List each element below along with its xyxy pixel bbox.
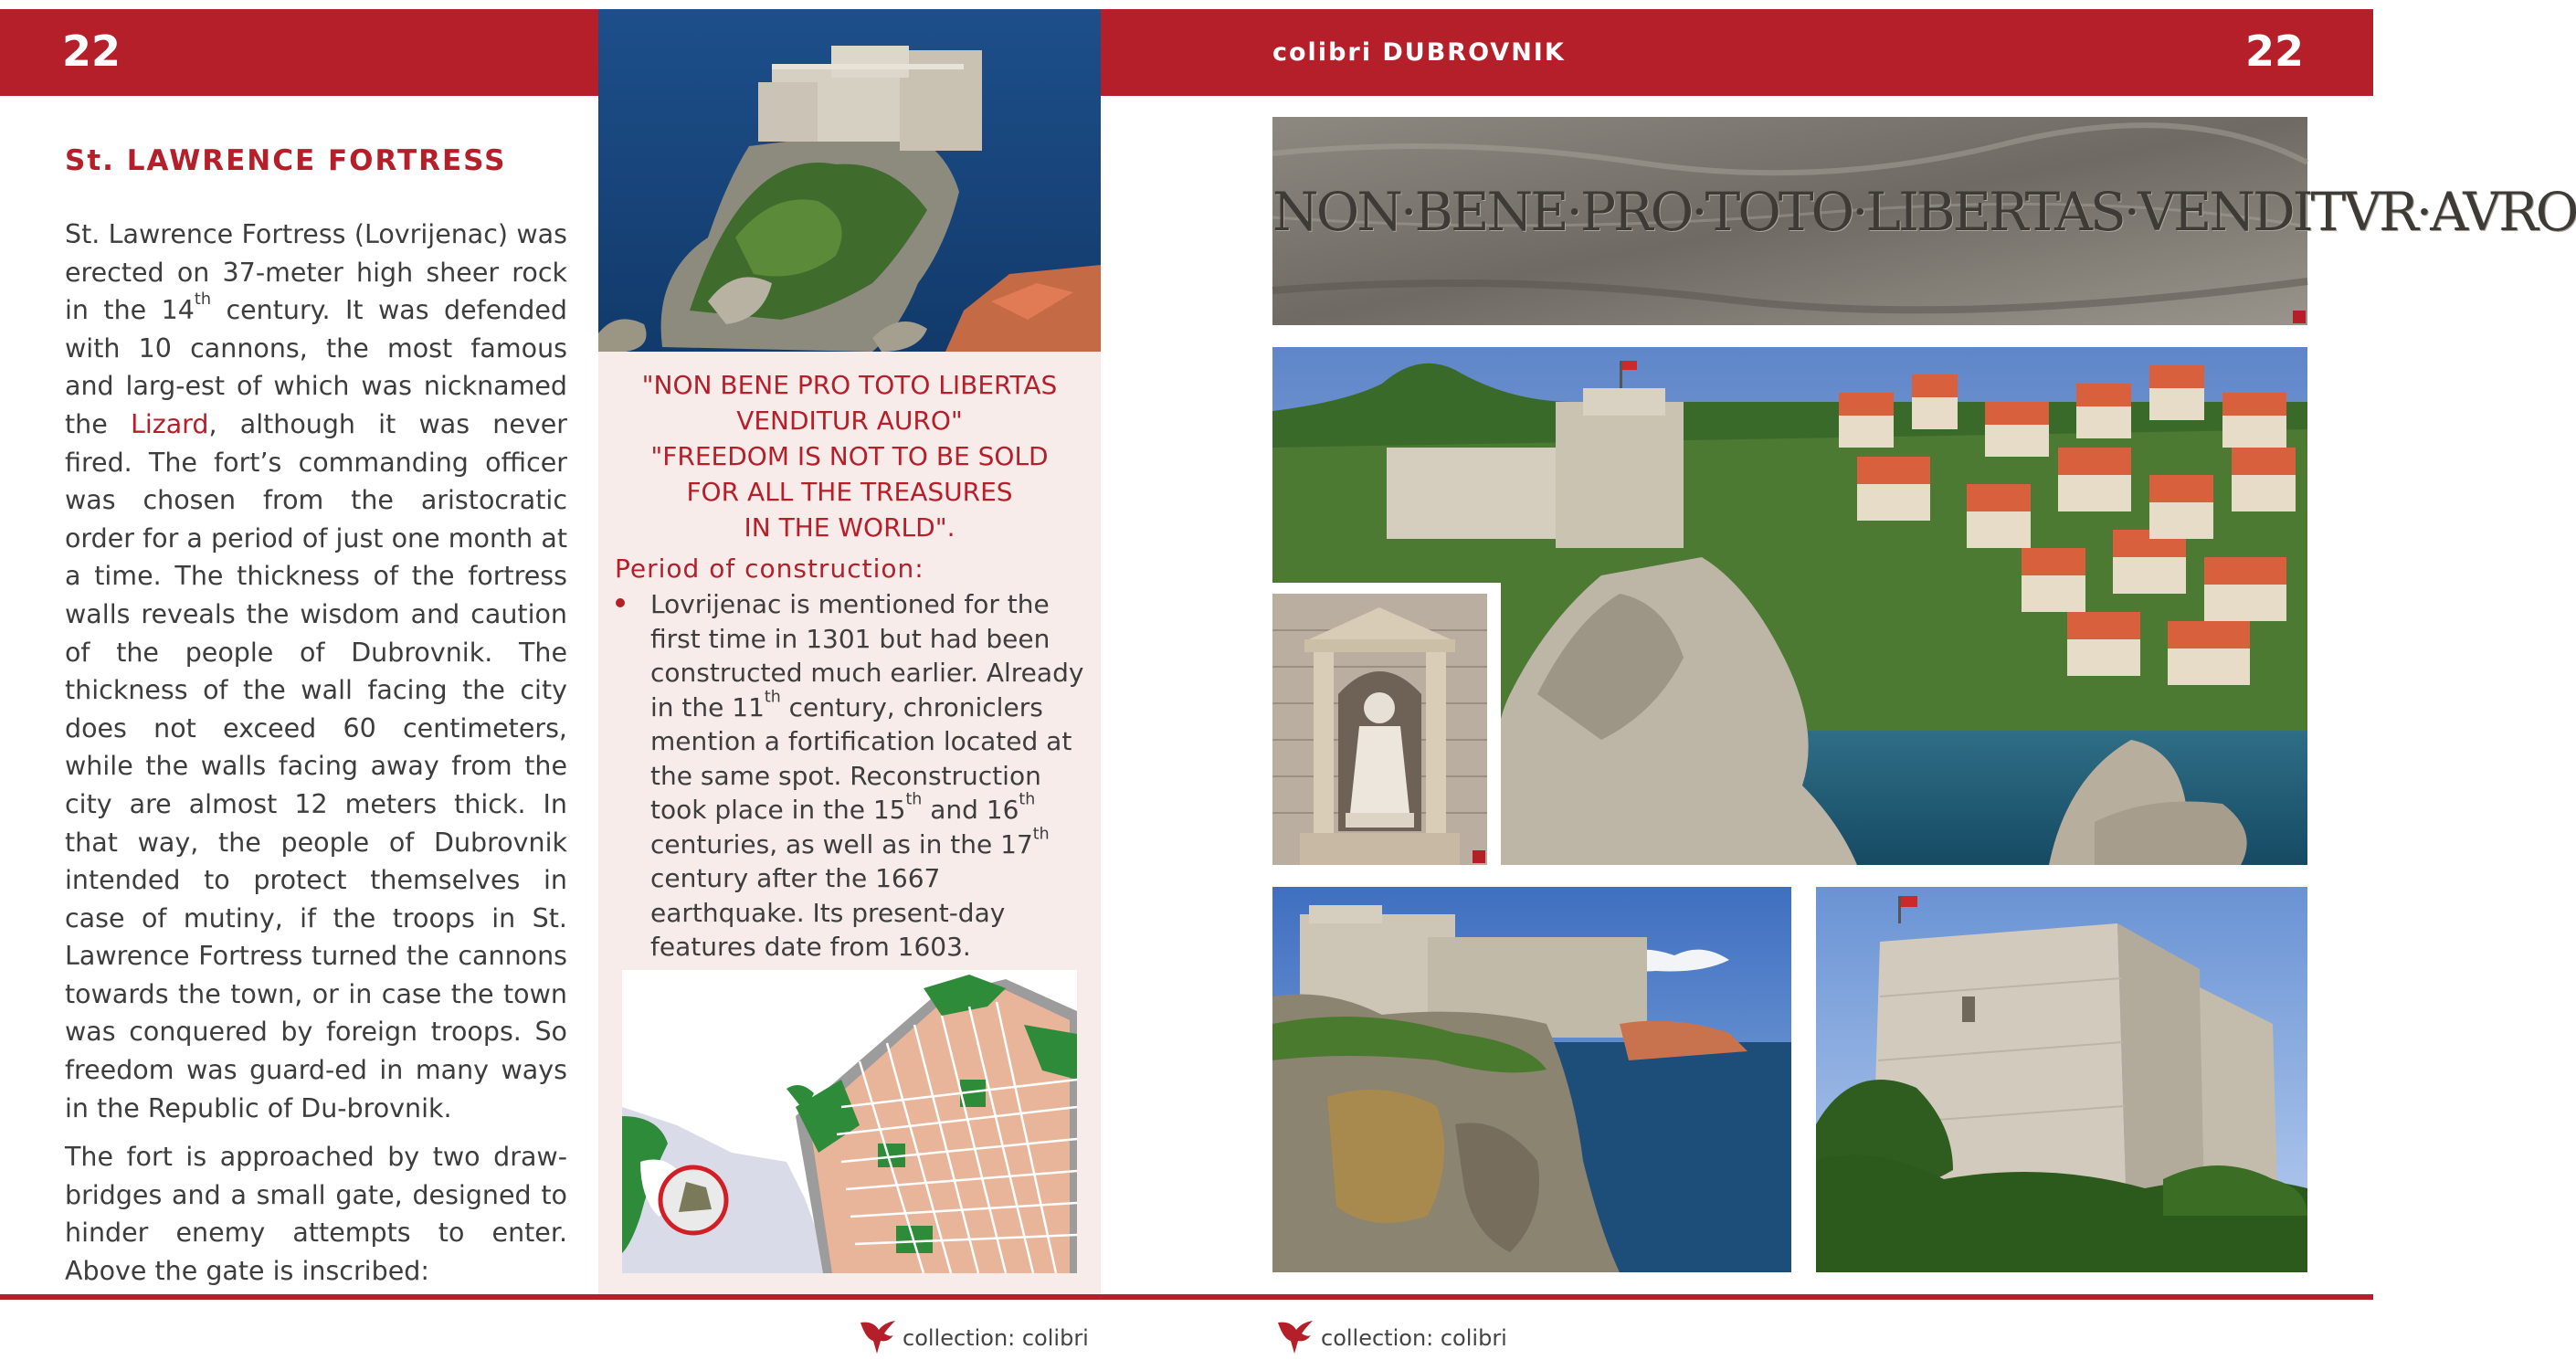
- old-town-map-drawing: [622, 970, 1077, 1273]
- construction-bullet: Lovrijenac is mentioned for the first time in 1301 but had been constructed much earlier. Already in the 11th century, chroniclers mention a fortification located at the same spot. Reconstruction took place in the 15th and 16th centuries, as well as in the 17th century after the 1667 earthquake. Its present-day features date from 1603.: [650, 589, 1084, 962]
- left-page-number: 22: [62, 26, 121, 76]
- photo-corner-marker: [2293, 311, 2306, 323]
- inscription-stone-photo: [1272, 117, 2576, 325]
- quote-line: IN THE WORLD".: [744, 512, 955, 543]
- quote-line: VENDITUR AURO": [736, 406, 963, 436]
- quote-line: "FREEDOM IS NOT TO BE SOLD: [650, 441, 1049, 471]
- lizard-highlight: Lizard: [130, 408, 209, 439]
- colibri-bird-logo-icon: [1274, 1313, 1316, 1355]
- running-title: colibri DUBROVNIK: [1272, 38, 1566, 67]
- period-heading: Period of construction:: [615, 553, 924, 584]
- fortress-aerial-illustration: [598, 9, 1101, 352]
- inscription-quote: [607, 367, 1092, 545]
- fortress-aerial-photo: [598, 9, 1101, 352]
- quote-line: FOR ALL THE TREASURES: [686, 477, 1013, 507]
- fortress-tower-illustration: [1816, 887, 2307, 1272]
- statue-niche-illustration: [1272, 594, 1487, 865]
- old-town-map: [622, 970, 1077, 1273]
- fortress-cliff-illustration: [1272, 887, 1791, 1272]
- photo-corner-marker: [1473, 850, 1485, 863]
- right-page-number: 22: [2245, 26, 2305, 76]
- colibri-bird-logo-icon: [857, 1313, 899, 1355]
- article-paragraph-2: The fort is approached by two draw-bridges and a small gate, designed to hinder enemy attempts to enter. Above the gate is inscribed:: [65, 1142, 567, 1287]
- article-body: [65, 216, 567, 1302]
- article-paragraph-1: St. Lawrence Fortress (Lovrijenac) was erected on 37-meter high sheer rock in the 14th century. It was defended with 10 cannons, the most famous and larg-est of which was nicknamed the Lizard, although it was never fired. The fort’s commanding officer was chosen from the aristocratic order for a period of just one month at a time. The thickness of the fortress walls reveals the wisdom and caution of the people of Dubrovnik. The thickness of the wall facing the city does not exceed 60 centimeters, while the walls facing away from the city are almost 12 meters thick. In that way, the people of Dubrovnik intended to protect themselves in case of mutiny, if the troops in St. Lawrence Fortress turned the cannons towards the town, or in case the town was conquered by foreign troops. So freedom was guard-ed in many ways in the Republic of Du-brovnik.: [65, 219, 567, 1123]
- saint-blaise-statue-photo: [1272, 594, 1487, 865]
- footer-collection-left: collection: colibri: [903, 1325, 1089, 1351]
- bullet-dot-icon: [616, 598, 625, 607]
- footer-collection-right: collection: colibri: [1321, 1325, 1507, 1351]
- fortress-tower-photo: [1816, 887, 2307, 1272]
- quote-line: "NON BENE PRO TOTO LIBERTAS: [641, 370, 1058, 400]
- article-title: St. LAWRENCE FORTRESS: [65, 144, 507, 177]
- inscription-carved-text: NON·BENE·PRO·TOTO·LIBERTAS·VENDITVR·AVRO: [1272, 181, 2576, 243]
- fortress-cliff-photo: [1272, 887, 1791, 1272]
- footer-rule: [0, 1294, 2373, 1300]
